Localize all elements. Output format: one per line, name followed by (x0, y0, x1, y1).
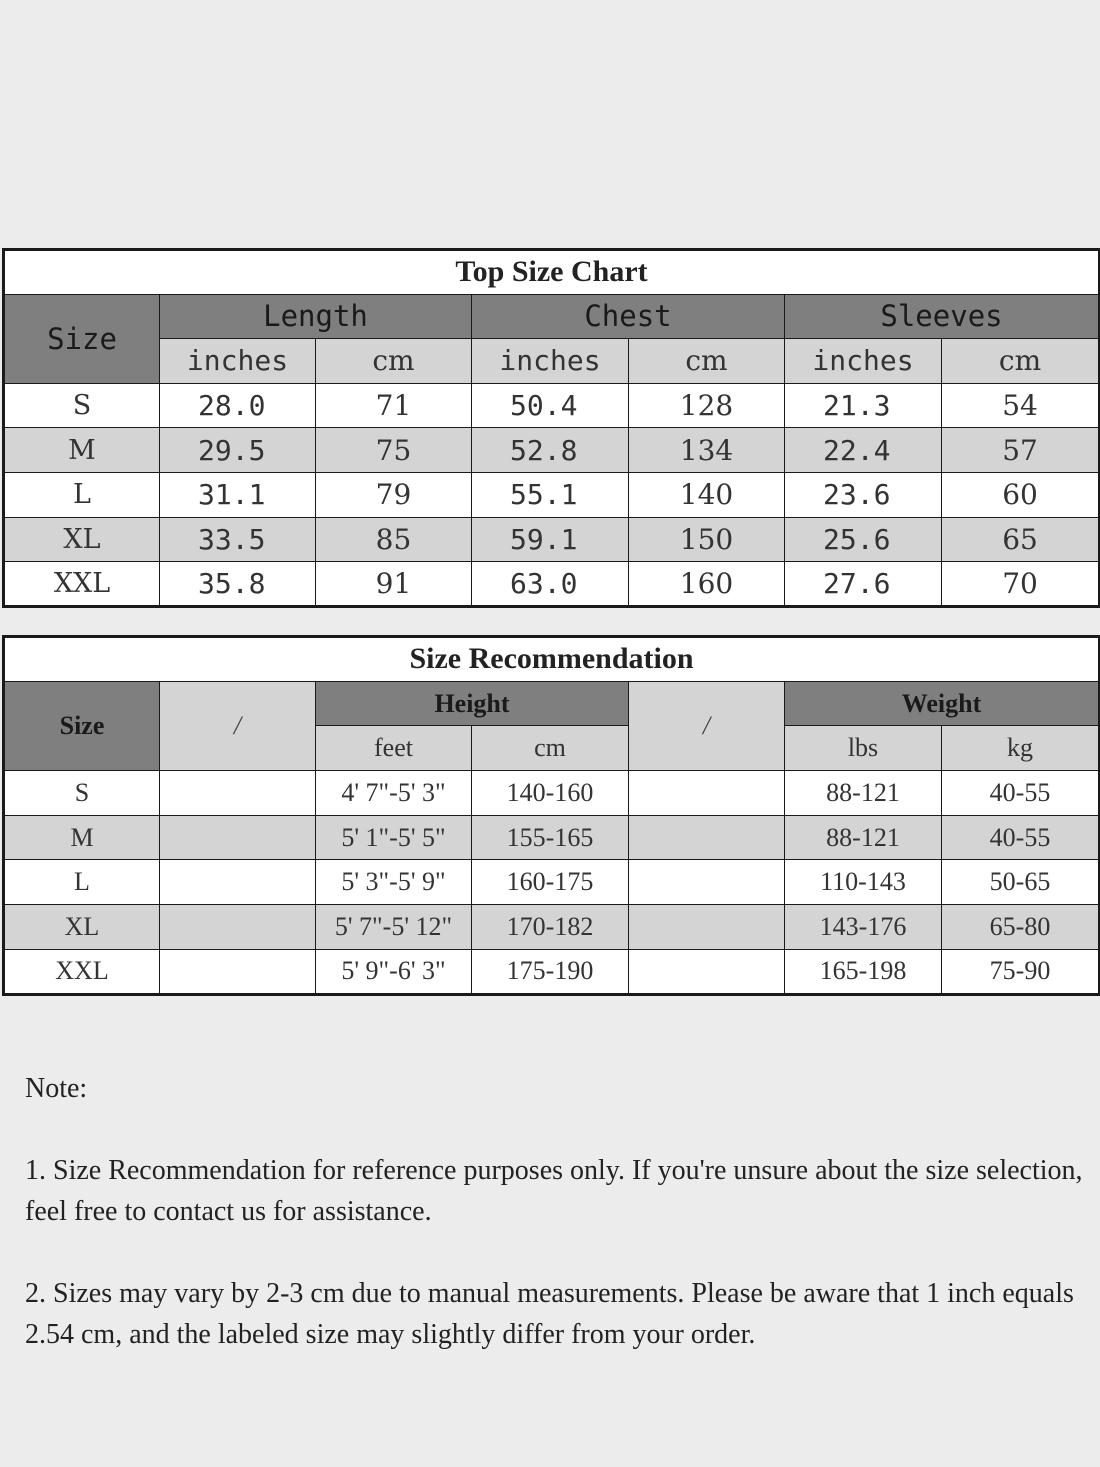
size-header: Size (4, 294, 160, 383)
chest-cm-cell: 140 (629, 472, 785, 517)
note-item: 1. Size Recommendation for reference purposes only. If you're unsure about the size selection, feel free to contact us for assistance. (25, 1155, 1083, 1227)
length-cm-cell: 71 (316, 383, 472, 428)
empty-cell (160, 905, 316, 950)
sleeves-inches-cell: 23.6 (785, 472, 942, 517)
length-inches-cell: 29.5 (160, 428, 316, 473)
table-row (4, 860, 1100, 905)
length-cm-cell: 75 (316, 428, 472, 473)
size-cell: S (4, 771, 160, 816)
length-cm-cell: 79 (316, 472, 472, 517)
sleeves-inches-cell: 25.6 (785, 517, 942, 562)
length-inches-cell: 35.8 (160, 562, 316, 607)
note-label: Note: (25, 1073, 88, 1104)
height-feet-cell: 5' 3"-5' 9" (316, 860, 472, 905)
sleeves-cm-cell: 57 (942, 428, 1100, 473)
table-row (4, 517, 1100, 562)
note-item: 2. Sizes may vary by 2-3 cm due to manual measurements. Please be aware that 1 inch equals 2.54 cm, and the labeled size may slightly differ from your order. (25, 1278, 1074, 1350)
chest-cm-cell: 134 (629, 428, 785, 473)
weight-header: Weight (785, 681, 1100, 726)
table-row (4, 562, 1100, 607)
height-cm-cell: 170-182 (472, 905, 629, 950)
weight-lbs-cell: 110-143 (785, 860, 942, 905)
chest-inches-cell: 52.8 (472, 428, 629, 473)
chest-cm-cell: 150 (629, 517, 785, 562)
table-row (4, 472, 1100, 517)
empty-cell (629, 771, 785, 816)
height-feet-cell: 5' 9"-6' 3" (316, 949, 472, 994)
size-cell: XL (4, 517, 160, 562)
size-cell: XL (4, 905, 160, 950)
unit-header: cm (316, 339, 472, 384)
chest-inches-cell: 59.1 (472, 517, 629, 562)
table-row (4, 428, 1100, 473)
unit-header: cm (629, 339, 785, 384)
weight-kg-cell: 50-65 (942, 860, 1100, 905)
height-feet-cell: 5' 1"-5' 5" (316, 815, 472, 860)
empty-cell (629, 815, 785, 860)
table-row (4, 905, 1100, 950)
table-row (4, 949, 1100, 994)
length-cm-cell: 85 (316, 517, 472, 562)
size-header: Size (4, 681, 160, 770)
sleeves-inches-cell: 21.3 (785, 383, 942, 428)
weight-kg-cell: 40-55 (942, 771, 1100, 816)
sleeves-inches-cell: 22.4 (785, 428, 942, 473)
size-cell: XXL (4, 949, 160, 994)
unit-header: inches (472, 339, 629, 384)
empty-cell (160, 771, 316, 816)
length-header: Length (160, 294, 472, 339)
chest-cm-cell: 128 (629, 383, 785, 428)
empty-cell (629, 949, 785, 994)
length-inches-cell: 31.1 (160, 472, 316, 517)
chest-inches-cell: 63.0 (472, 562, 629, 607)
chest-inches-cell: 55.1 (472, 472, 629, 517)
recommendation-title: Size Recommendation (4, 637, 1100, 682)
chest-inches-cell: 50.4 (472, 383, 629, 428)
empty-cell (160, 860, 316, 905)
height-header: Height (316, 681, 629, 726)
weight-kg-cell: 75-90 (942, 949, 1100, 994)
weight-lbs-cell: 88-121 (785, 771, 942, 816)
table-row (4, 815, 1100, 860)
sleeves-cm-cell: 70 (942, 562, 1100, 607)
weight-kg-cell: 40-55 (942, 815, 1100, 860)
unit-header: inches (785, 339, 942, 384)
size-cell: M (4, 815, 160, 860)
unit-header: lbs (785, 726, 942, 771)
empty-column-header: / (160, 681, 316, 770)
height-cm-cell: 140-160 (472, 771, 629, 816)
weight-lbs-cell: 88-121 (785, 815, 942, 860)
length-inches-cell: 33.5 (160, 517, 316, 562)
weight-kg-cell: 65-80 (942, 905, 1100, 950)
empty-column-header: / (629, 681, 785, 770)
table-row (4, 771, 1100, 816)
height-feet-cell: 4' 7"-5' 3" (316, 771, 472, 816)
height-cm-cell: 155-165 (472, 815, 629, 860)
top-chart-title: Top Size Chart (4, 250, 1100, 295)
size-cell: L (4, 472, 160, 517)
sleeves-cm-cell: 65 (942, 517, 1100, 562)
unit-header: inches (160, 339, 316, 384)
empty-cell (160, 949, 316, 994)
height-cm-cell: 175-190 (472, 949, 629, 994)
top-size-chart-table (2, 248, 1100, 608)
chest-cm-cell: 160 (629, 562, 785, 607)
sleeves-cm-cell: 60 (942, 472, 1100, 517)
sleeves-inches-cell: 27.6 (785, 562, 942, 607)
length-inches-cell: 28.0 (160, 383, 316, 428)
length-cm-cell: 91 (316, 562, 472, 607)
unit-header: feet (316, 726, 472, 771)
sleeves-cm-cell: 54 (942, 383, 1100, 428)
unit-header: kg (942, 726, 1100, 771)
unit-header: cm (472, 726, 629, 771)
weight-lbs-cell: 165-198 (785, 949, 942, 994)
size-cell: S (4, 383, 160, 428)
empty-cell (629, 905, 785, 950)
unit-header: cm (942, 339, 1100, 384)
size-cell: M (4, 428, 160, 473)
sleeves-header: Sleeves (785, 294, 1100, 339)
empty-cell (160, 815, 316, 860)
size-cell: L (4, 860, 160, 905)
size-cell: XXL (4, 562, 160, 607)
height-cm-cell: 160-175 (472, 860, 629, 905)
size-recommendation-table (2, 635, 1100, 996)
height-feet-cell: 5' 7"-5' 12" (316, 905, 472, 950)
weight-lbs-cell: 143-176 (785, 905, 942, 950)
empty-cell (629, 860, 785, 905)
chest-header: Chest (472, 294, 785, 339)
table-row (4, 383, 1100, 428)
